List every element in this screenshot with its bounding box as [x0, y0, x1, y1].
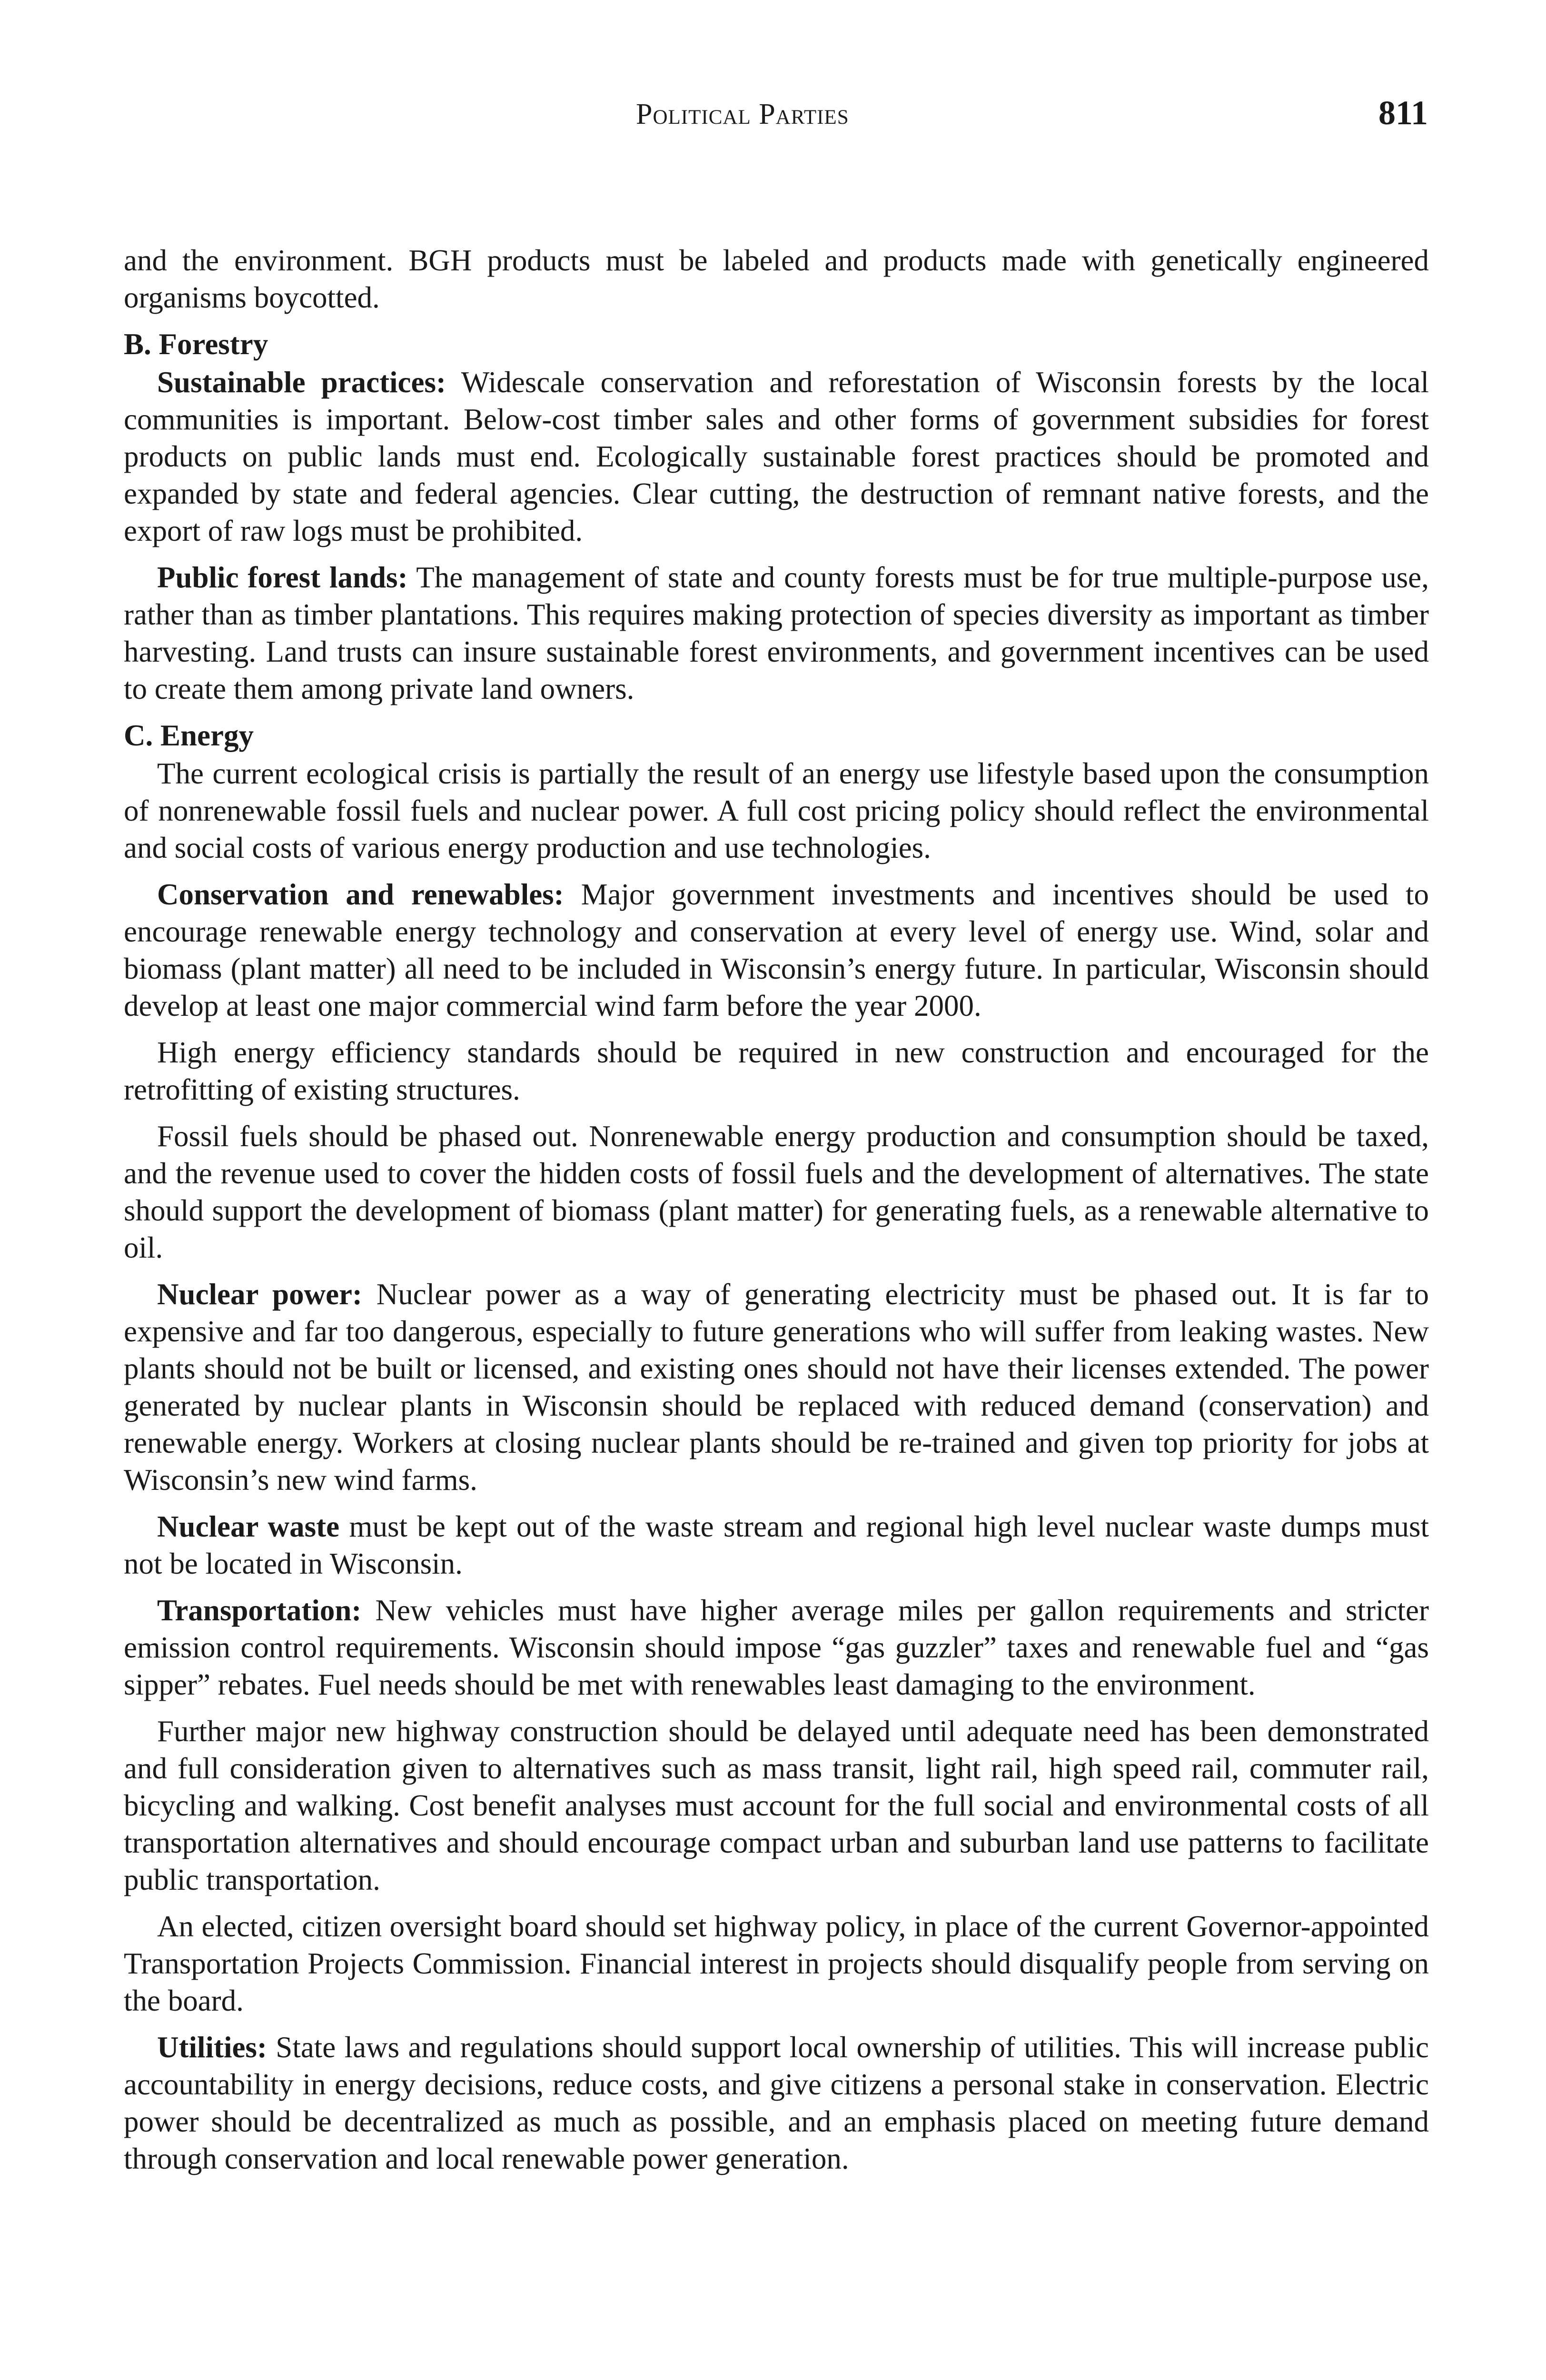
paragraph-nuclear-waste — [124, 1508, 1429, 1582]
paragraph-oversight-board: An elected, citizen oversight board should set highway policy, in place of the current Governor-appointed Transportation Projects Commission. Financial interest in projects should disqualify people from serving on the board. — [124, 1910, 1429, 2017]
paragraph-energy-efficiency: High energy efficiency standards should be required in new construction and encouraged for the retrofitting of existing structures. — [124, 1036, 1429, 1106]
paragraph-energy-intro: The current ecological crisis is partially the result of an energy use lifestyle based upon the consumption of nonrenewable fossil fuels and nuclear power. A full cost pricing policy should reflect the environmental and social costs of various energy production and use technologies. — [124, 757, 1429, 864]
lead-sustainable-practices: Sustainable practices: — [157, 366, 446, 399]
paragraph-public-forest-lands — [124, 559, 1429, 707]
page-number: 811 — [1378, 94, 1428, 132]
lead-nuclear-power: Nuclear power: — [157, 1278, 362, 1311]
continued-paragraph: and the environment. BGH products must be labeled and products made with genetically engineered organisms boycotted. — [124, 244, 1429, 314]
text-conservation-renewables: Major government investments and incentives should be used to encourage renewable energy technology and conservation at every level of energy use. Wind, solar and biomass (plant matter) all need to be included in Wisconsin’s energy future. In particular, Wisconsin should develop at least one major commercial wind farm before the year 2000. — [124, 878, 1429, 1022]
text-utilities: State laws and regulations should support local ownership of utilities. This will increase public accountability in energy decisions, reduce costs, and give citizens a personal stake in conservation. Electric power should be decentralized as much as possible, and an emphasis placed on meeting future demand through conservation and local renewable power generation. — [124, 2031, 1429, 2175]
paragraph-fossil-fuels: Fossil fuels should be phased out. Nonrenewable energy production and consumption should be taxed, and the revenue used to cover the hidden costs of fossil fuels and the development of alternatives. The state should support the development of biomass (plant matter) for generating fuels, as a renewable alternative to oil. — [124, 1120, 1429, 1264]
section-heading-energy: C. Energy — [124, 719, 254, 752]
paragraph-highway-construction: Further major new highway construction should be delayed until adequate need has been demonstrated and full consideration given to alternatives such as mass transit, light rail, high speed rail, commuter rail, bicycling and walking. Cost benefit analyses must account for the full social and environmental costs of all transportation alternatives and should encourage compact urban and suburban land use patterns to facilitate public transportation. — [124, 1715, 1429, 1896]
paragraph-conservation-renewables — [124, 876, 1429, 1024]
text-public-forest-lands: The management of state and county forests must be for true multiple-purpose use, rather than as timber plantations. This requires making protection of species diversity as important as timber harvesting. Land trusts can insure sustainable forest environments, and government incentives can be used to create them among private land owners. — [124, 561, 1429, 705]
paragraph-transportation — [124, 1592, 1429, 1703]
text-sustainable-practices: Widescale conservation and reforestation of Wisconsin forests by the local communities is important. Below-cost timber sales and other forms of government subsidies for forest products on public lands must end. Ecologically sustainable forest practices should be promoted and expanded by state and federal agencies. Clear cutting, the destruction of remnant native forests, and the export of raw logs must be prohibited. — [124, 366, 1429, 547]
lead-nuclear-waste: Nuclear waste — [157, 1510, 340, 1543]
page-body — [124, 242, 1429, 2187]
paragraph-nuclear-power — [124, 1276, 1429, 1498]
lead-public-forest-lands: Public forest lands: — [157, 561, 408, 594]
paragraph-utilities — [124, 2029, 1429, 2177]
text-transportation: New vehicles must have higher average miles per gallon requirements and stricter emission control requirements. Wisconsin should impose “gas guzzler” taxes and renewable fuel and “gas sipper” rebates. Fuel needs should be met with renewables least damaging to the environment. — [124, 1594, 1429, 1701]
running-head: Political Parties — [636, 98, 849, 130]
lead-utilities: Utilities: — [157, 2031, 267, 2064]
lead-conservation-renewables: Conservation and renewables: — [157, 878, 564, 911]
lead-transportation: Transportation: — [157, 1594, 362, 1627]
section-heading-forestry: B. Forestry — [124, 327, 268, 361]
paragraph-sustainable-practices — [124, 364, 1429, 549]
text-nuclear-power: Nuclear power as a way of generating electricity must be phased out. It is far to expensive and far too dangerous, especially to future generations who will suffer from leaking wastes. New plants should not be built or licensed, and existing ones should not have their licenses extended. The power generated by nuclear plants in Wisconsin should be replaced with reduced demand (conservation) and renewable energy. Workers at closing nuclear plants should be re-trained and given top priority for jobs at Wisconsin’s new wind farms. — [124, 1278, 1429, 1497]
text-nuclear-waste: must be kept out of the waste stream and regional high level nuclear waste dumps must not be located in Wisconsin. — [124, 1510, 1429, 1580]
